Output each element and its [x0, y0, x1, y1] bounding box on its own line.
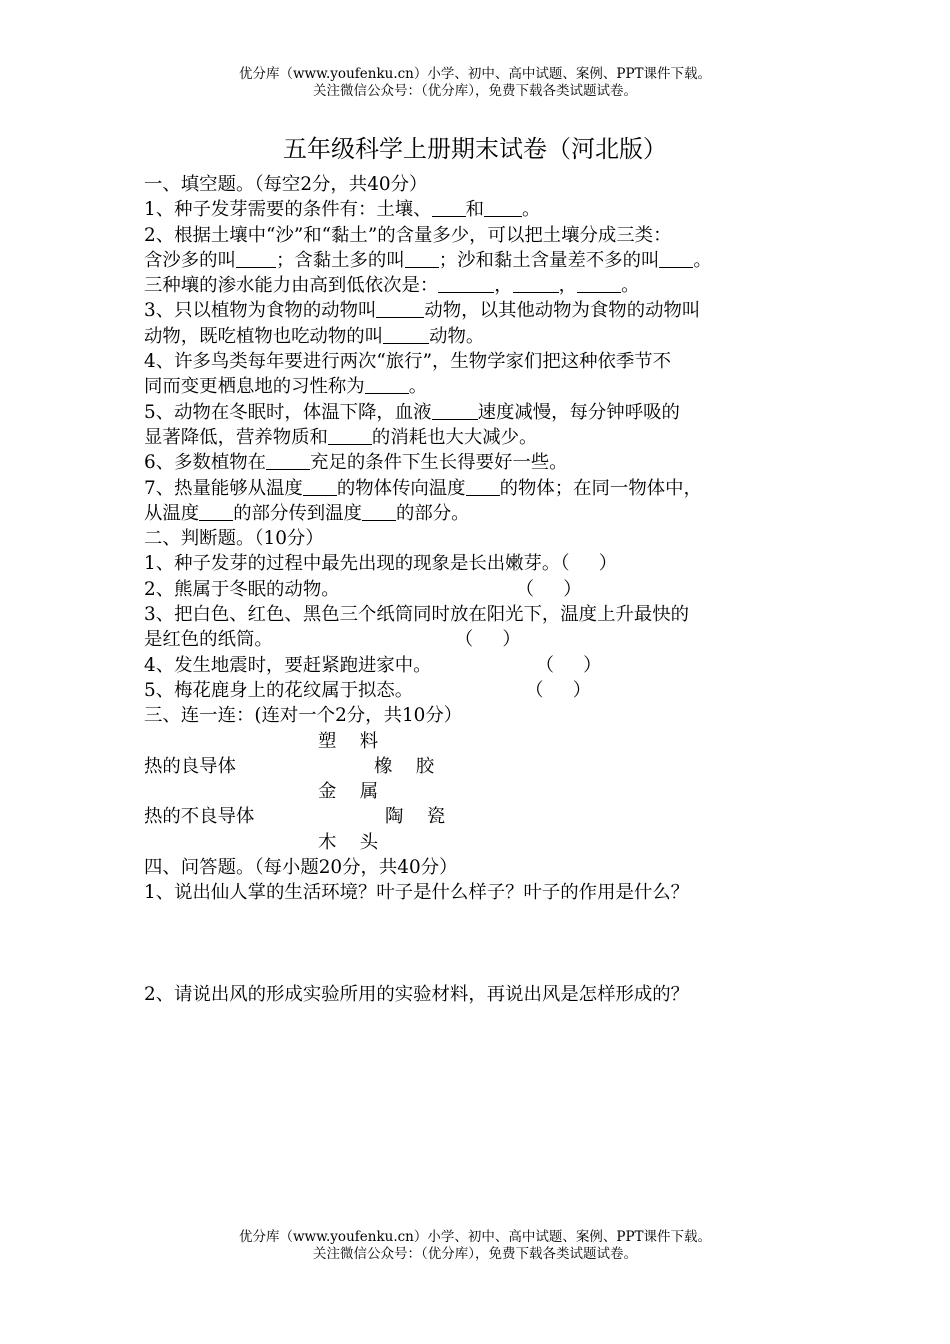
match-item-plastic[interactable]: 塑 料: [318, 730, 379, 752]
s4-q2: 2、请说出风的形成实验所用的实验材料，再说出风是怎样形成的？: [144, 983, 690, 1005]
header-line-2: 关注微信公众号：（优分库），免费下载各类试题试卷。: [313, 83, 637, 99]
match-row: [144, 830, 824, 855]
answer-blank[interactable]: [466, 477, 500, 496]
answer-blank[interactable]: [266, 451, 310, 470]
page-header: [0, 66, 950, 100]
match-row: [144, 754, 824, 779]
match-item-rubber[interactable]: 橡 胶: [374, 755, 435, 777]
answer-blank[interactable]: [376, 299, 424, 318]
s1-q6: 6、多数植物在 充足的条件下生长得要好一些。: [144, 452, 568, 474]
answer-blank[interactable]: [432, 198, 466, 217]
match-row: [144, 729, 824, 754]
s1-q2-line3: 三种壤的渗水能力由高到低依次是： ， ， 。: [144, 275, 640, 297]
footer-line-1: 优分库（www.youfenku.cn）小学、初中、高中试题、案例、PPT课件下载。: [238, 1229, 712, 1245]
s1-q1: 1、种子发芽需要的条件有：土壤、 和 。: [144, 199, 541, 221]
answer-blank[interactable]: [405, 249, 439, 268]
s1-q7-line1: 7、热量能够从温度 的物体传向温度 的物体；在同一物体中，: [144, 477, 702, 499]
answer-blank[interactable]: [383, 325, 429, 344]
s2-q1: 1、种子发芽的过程中最先出现的现象是长出嫩芽。（ ）: [144, 553, 618, 575]
match-item-wood[interactable]: 木 头: [318, 831, 379, 853]
s1-q7-line2: 从温度 的部分传到温度 的部分。: [144, 502, 470, 524]
answer-blank[interactable]: [484, 198, 522, 217]
section1-heading: 一、填空题。（每空2分，共40分）: [144, 174, 428, 195]
answer-blank[interactable]: [328, 426, 372, 445]
section2-heading: 二、判断题。（10分）: [144, 528, 324, 550]
exam-body: [144, 172, 824, 1007]
s2-q5: 5、梅花鹿身上的花纹属于拟态。 （ ）: [144, 679, 592, 701]
s1-q3-line1: 3、只以植物为食物的动物叫 动物，以其他动物为食物的动物叫: [144, 300, 701, 322]
answer-bracket[interactable]: （ ）: [454, 629, 521, 651]
answer-blank[interactable]: [432, 401, 478, 420]
s2-q3-line1: 3、把白色、红色、黑色三个纸筒同时放在阳光下，温度上升最快的: [144, 604, 690, 626]
match-row: [144, 779, 824, 804]
answer-blank[interactable]: [438, 274, 494, 293]
match-row: [144, 804, 824, 829]
s1-q4-line2: 同而变更栖息地的习性称为 。: [144, 376, 428, 398]
answer-blank[interactable]: [577, 274, 621, 293]
answer-blank[interactable]: [659, 249, 693, 268]
header-line-1: 优分库（www.youfenku.cn）小学、初中、高中试题、案例、PPT课件下载。: [238, 66, 712, 82]
match-category-poor-conductor[interactable]: 热的不良导体: [144, 806, 255, 828]
answer-blank[interactable]: [199, 502, 233, 521]
s2-q2: 2、熊属于冬眠的动物。 （ ）: [144, 578, 582, 600]
answer-blank[interactable]: [365, 375, 409, 394]
s4-q1: 1、说出仙人掌的生活环境？叶子是什么样子？叶子的作用是什么？: [144, 882, 690, 904]
answer-blank[interactable]: [236, 249, 276, 268]
answer-bracket[interactable]: （ ）: [535, 654, 602, 676]
answer-bracket[interactable]: （ ）: [525, 679, 592, 701]
section4-heading: 四、问答题。（每小题20分，共40分）: [144, 857, 458, 879]
s1-q2-line1: 2、根据土壤中“沙”和“黏土”的含量多少，可以把土壤分成三类：: [144, 224, 672, 246]
match-item-metal[interactable]: 金 属: [318, 781, 379, 803]
s1-q4-line1: 4、许多鸟类每年要进行两次“旅行”，生物学家们把这种依季节不: [144, 351, 672, 373]
section3-heading: 三、连一连：(连对一个2分，共10分）: [144, 705, 463, 727]
answer-space[interactable]: [144, 906, 824, 982]
footer-line-2: 关注微信公众号：（优分库），免费下载各类试题试卷。: [313, 1246, 637, 1262]
s2-q4: 4、发生地震时，要赶紧跑进家中。 （ ）: [144, 654, 602, 676]
match-item-ceramic[interactable]: 陶 瓷: [385, 806, 446, 828]
s1-q2-line2: 含沙多的叫 ；含黏土多的叫 ；沙和黏土含量差不多的叫 。: [144, 249, 712, 271]
answer-blank[interactable]: [513, 274, 559, 293]
answer-bracket[interactable]: （ ）: [515, 578, 582, 600]
s1-q3-line2: 动物，既吃植物也吃动物的叫 动物。: [144, 325, 485, 347]
exam-title: 五年级科学上册期末试卷（河北版）: [283, 135, 667, 163]
s2-q3-line2: 是红色的纸筒。 （ ）: [144, 629, 521, 651]
answer-blank[interactable]: [303, 477, 337, 496]
answer-bracket[interactable]: （ ）: [560, 553, 618, 575]
match-category-good-conductor[interactable]: 热的良导体: [144, 755, 236, 777]
page-footer: [0, 1229, 950, 1263]
s1-q5-line2: 显著降低，营养物质和 的消耗也大大减少。: [144, 426, 538, 448]
s1-q5-line1: 5、动物在冬眠时，体温下降，血液 速度减慢，每分钟呼吸的: [144, 401, 680, 423]
answer-blank[interactable]: [362, 502, 396, 521]
